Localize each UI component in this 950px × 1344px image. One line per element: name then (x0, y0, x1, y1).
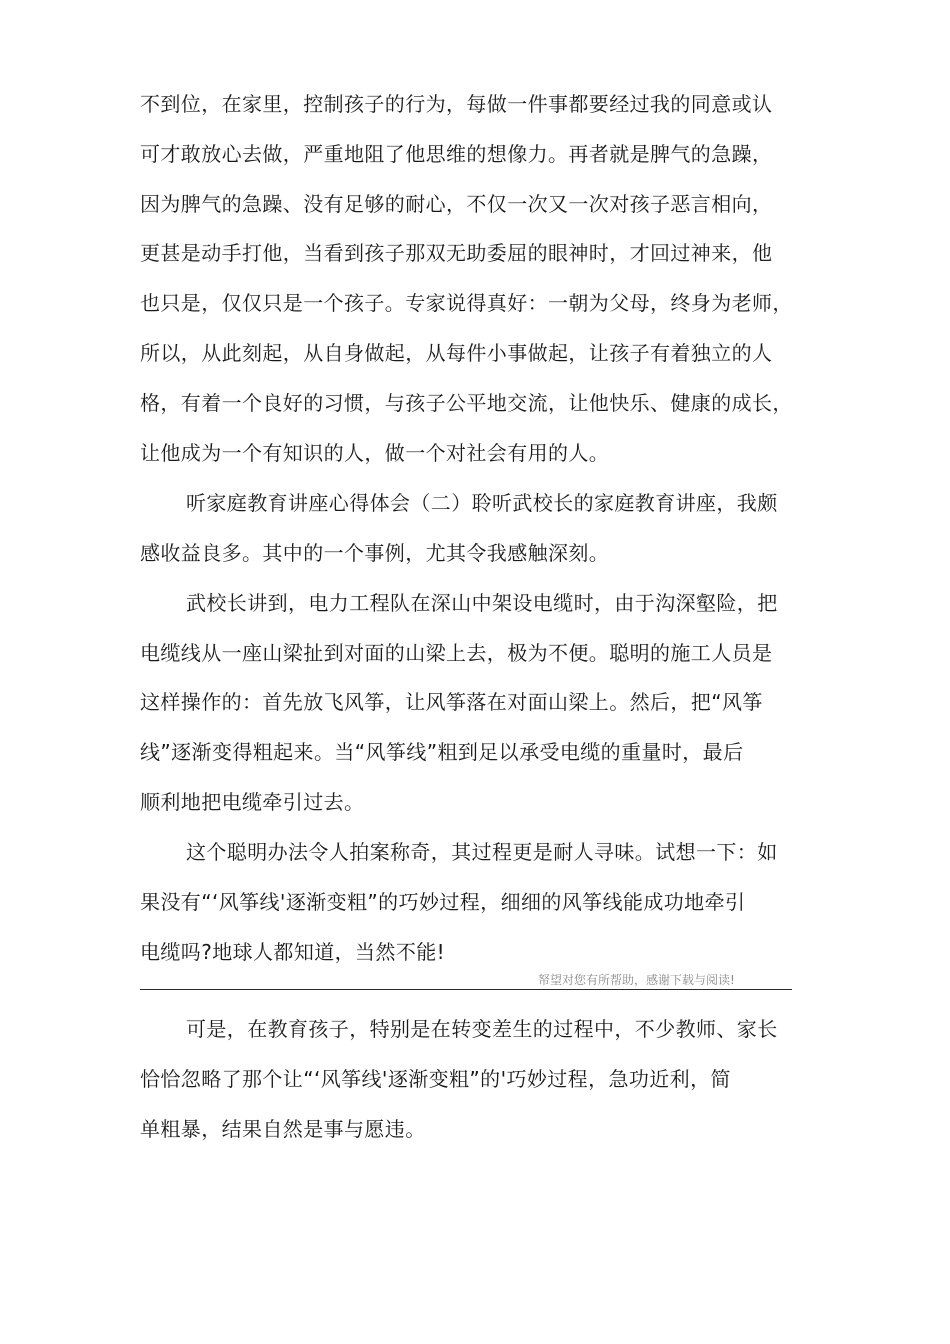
text-line: 也只是，仅仅只是一个孩子。专家说得真好：一朝为父母，终身为老师， (140, 291, 793, 315)
download-thanks-note: 帑望对您有所帮助，感谢下载与阅读! (538, 973, 735, 987)
paragraph-start-line: 武校长讲到，电力工程队在深山中架设电缆时，由于沟深壑险，把 (186, 591, 778, 615)
text-line: 不到位，在家里，控制孩子的行为，每做一件事都要经过我的同意或认 (140, 92, 773, 116)
divider-rule (140, 989, 792, 990)
text-line: 电缆吗?地球人都知道，当然不能! (140, 940, 446, 964)
text-line: 这样操作的：首先放飞风筝，让风筝落在对面山梁上。然后，把“风筝 (140, 690, 763, 714)
text-line: 因为脾气的急躁、没有足够的耐心，不仅一次又一次对孩子恶言相向， (140, 192, 773, 216)
text-line: 线”逐渐变得粗起来。当“风筝线”粗到足以承受电缆的重量时，最后 (140, 740, 744, 764)
paragraph-start-line: 听家庭教育讲座心得体会（二）聆听武校长的家庭教育讲座，我颇 (186, 491, 778, 515)
text-line: 让他成为一个有知识的人，做一个对社会有用的人。 (140, 441, 610, 465)
text-line: 更甚是动手打他，当看到孩子那双无助委屈的眼神时，才回过神来，他 (140, 241, 773, 265)
paragraph-start-line: 可是，在教育孩子，特别是在转变差生的过程中，不少教师、家长 (186, 1017, 778, 1041)
text-line: 可才敢放心去做，严重地阻了他思维的想像力。再者就是脾气的急躁， (140, 142, 773, 166)
text-line: 顺利地把电缆牵引过去。 (140, 790, 365, 814)
text-line: 果没有“‘风筝线'逐渐变粗”的巧妙过程，细细的风筝线能成功地牵引 (140, 890, 746, 914)
text-line: 感收益良多。其中的一个事例，尤其令我感触深刻。 (140, 541, 610, 565)
text-line: 所以，从此刻起，从自身做起，从每件小事做起，让孩子有着独立的人 (140, 341, 773, 365)
text-line: 恰恰忽略了那个让“‘风筝线'逐渐变粗”的'巧妙过程，急功近利，简 (140, 1067, 731, 1091)
paragraph-start-line: 这个聪明办法令人拍案称奇，其过程更是耐人寻味。试想一下：如 (186, 840, 778, 864)
text-line: 电缆线从一座山梁扯到对面的山梁上去，极为不便。聪明的施工人员是 (140, 641, 773, 665)
text-line: 格，有着一个良好的习惯，与孩子公平地交流，让他快乐、健康的成长， (140, 391, 793, 415)
text-line: 单粗暴，结果自然是事与愿违。 (140, 1117, 426, 1141)
